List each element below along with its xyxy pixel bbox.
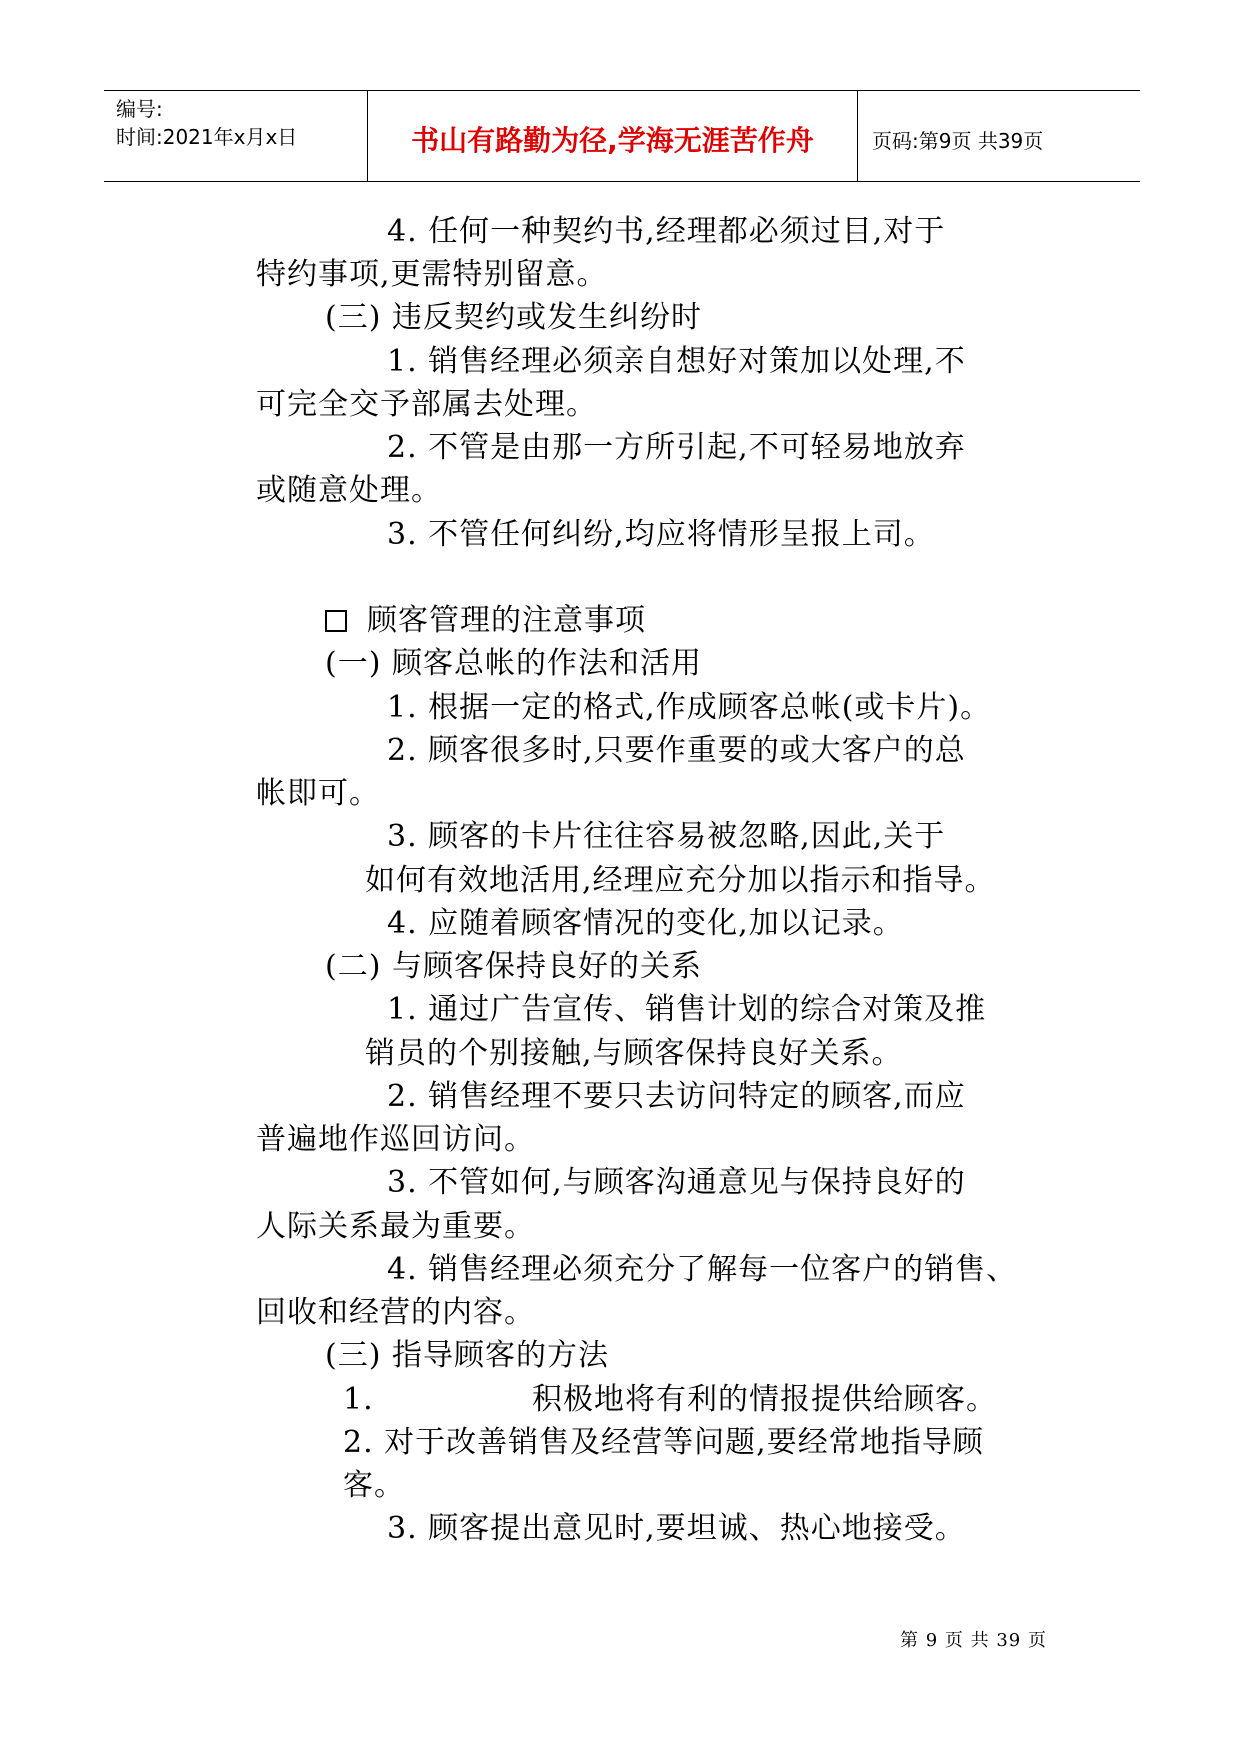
section-heading: (一) 顾客总帐的作法和活用 <box>325 646 702 681</box>
text-line: 3. 不管如何,与顾客沟通意见与保持良好的 <box>387 1165 966 1200</box>
topic-title: 顾客管理的注意事项 <box>367 603 646 638</box>
text-line: 特约事项,更需特别留意。 <box>256 257 608 292</box>
time-label: 时间:2021年x月x日 <box>116 125 298 149</box>
text-line: 3. 顾客的卡片往往容易被忽略,因此,关于 <box>387 819 946 854</box>
text-line: 可完全交予部属去处理。 <box>256 387 597 422</box>
text-line: 2. 顾客很多时,只要作重要的或大客户的总 <box>387 733 966 768</box>
text-line: 2. 销售经理不要只去访问特定的顾客,而应 <box>387 1079 966 1114</box>
text-line: 人际关系最为重要。 <box>256 1209 535 1244</box>
text-line: 销员的个别接触,与顾客保持良好关系。 <box>365 1036 903 1071</box>
text-line: 客。 <box>343 1468 405 1503</box>
text-line: 回收和经营的内容。 <box>256 1295 535 1330</box>
header-page-info: 页码:第9页 共39页 <box>872 128 1044 153</box>
text-line: 或随意处理。 <box>256 473 442 508</box>
list-number: 1. <box>343 1382 374 1417</box>
text-line: 积极地将有利的情报提供给顾客。 <box>532 1382 997 1417</box>
checkbox-square-icon <box>325 610 347 632</box>
header-motto: 书山有路勤为径,学海无涯苦作舟 <box>368 91 858 181</box>
text-line: 4. 销售经理必须充分了解每一位客户的销售、 <box>387 1252 1018 1287</box>
text-line: 2. 对于改善销售及经营等问题,要经常地指导顾 <box>343 1425 984 1460</box>
text-line: 4. 任何一种契约书,经理都必须过目,对于 <box>387 214 946 249</box>
number-label: 编号: <box>116 97 163 121</box>
text-line: 3. 顾客提出意见时,要坦诚、热心地接受。 <box>387 1511 966 1546</box>
text-line: 1. 根据一定的格式,作成顾客总帐(或卡片)。 <box>387 690 992 725</box>
text-line: 如何有效地活用,经理应充分加以指示和指导。 <box>365 863 996 898</box>
text-line: 帐即可。 <box>256 776 380 811</box>
topic-heading <box>325 601 646 641</box>
text-line: 1. 通过广告宣传、销售计划的综合对策及推 <box>387 992 987 1027</box>
text-line: 1. 销售经理必须亲自想好对策加以处理,不 <box>387 344 966 379</box>
section-heading: (三) 违反契约或发生纠纷时 <box>325 300 702 335</box>
text-line: 4. 应随着顾客情况的变化,加以记录。 <box>387 906 904 941</box>
text-line: 普遍地作巡回访问。 <box>256 1122 535 1157</box>
text-line: 2. 不管是由那一方所引起,不可轻易地放弃 <box>387 430 966 465</box>
page-footer: 第 9 页 共 39 页 <box>900 1630 1047 1651</box>
section-heading: (三) 指导顾客的方法 <box>325 1338 609 1373</box>
section-heading: (二) 与顾客保持良好的关系 <box>325 949 702 984</box>
header-meta <box>104 91 368 181</box>
page-header <box>104 90 1140 182</box>
text-line: 3. 不管任何纠纷,均应将情形呈报上司。 <box>387 517 935 552</box>
